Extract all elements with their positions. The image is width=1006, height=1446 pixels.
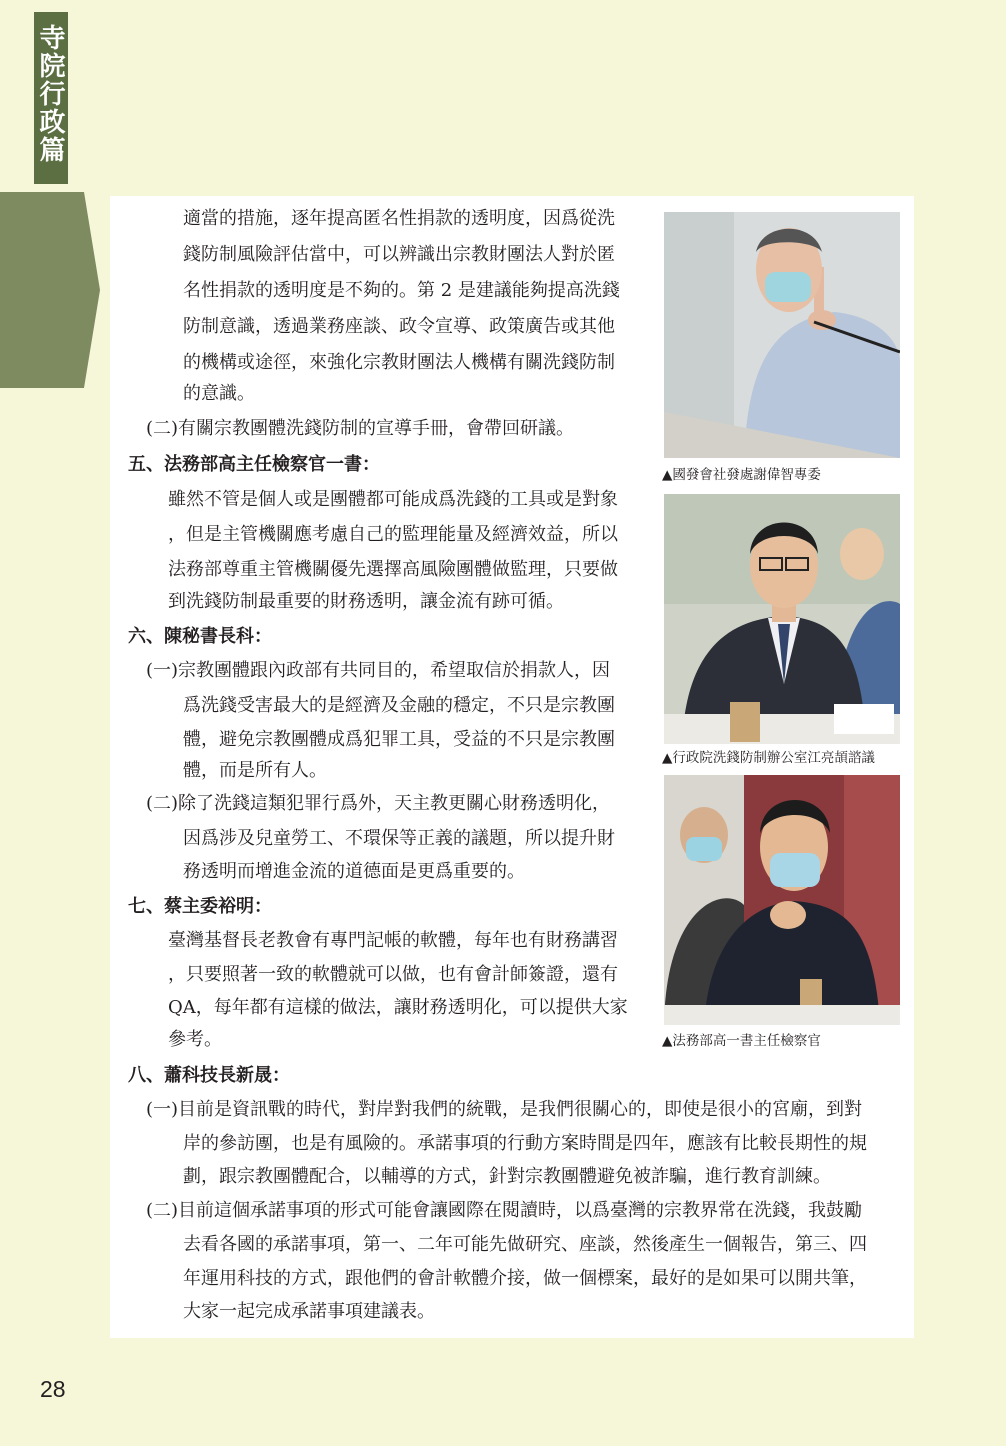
body-line: 到洗錢防制最重要的財務透明，讓金流有跡可循。: [168, 591, 564, 612]
body-line: ，只要照著一致的軟體就可以做，也有會計師簽證，還有: [168, 964, 618, 985]
photo-caption: ▲法務部高一書主任檢察官: [662, 1033, 821, 1049]
body-line: (二)目前這個承諾事項的形式可能會讓國際在閱讀時，以爲臺灣的宗教界常在洗錢，我鼓勵: [146, 1200, 863, 1221]
body-line: 年運用科技的方式，跟他們的會計軟體介接，做一個標案，最好的是如果可以開共筆，: [183, 1268, 867, 1289]
body-line: QA，每年都有這樣的做法，讓財務透明化，可以提供大家: [168, 997, 628, 1018]
body-line: (二)除了洗錢這類犯罪行爲外，天主教更關心財務透明化，: [146, 793, 611, 814]
section-tab-label: 寺院行政篇: [35, 24, 65, 164]
body-line: 岸的參訪團，也是有風險的。承諾事項的行動方案時間是四年，應該有比較長期性的規: [183, 1133, 867, 1154]
body-line: 因爲涉及兒童勞工、不環保等正義的議題，所以提升財: [183, 828, 615, 849]
body-line: 去看各國的承諾事項，第一、二年可能先做研究、座談，然後產生一個報告，第三、四: [183, 1234, 867, 1255]
body-line: (一)目前是資訊戰的時代，對岸對我們的統戰，是我們很關心的，即使是很小的宮廟，到對: [146, 1099, 863, 1120]
body-line: 防制意識，透過業務座談、政令宣導、政策廣告或其他: [183, 316, 615, 337]
body-line: 的機構或途徑，來強化宗教財團法人機構有關洗錢防制: [183, 352, 615, 373]
body-line: (二)有關宗教團體洗錢防制的宣導手冊，會帶回研議。: [146, 418, 575, 439]
body-line: 名性捐款的透明度是不夠的。第 2 是建議能夠提高洗錢: [183, 280, 620, 301]
photo-caption: ▲行政院洗錢防制辦公室江亮頡諮議: [662, 750, 875, 766]
body-line: 法務部尊重主管機關優先選擇高風險團體做監理，只要做: [168, 559, 618, 580]
body-line: 雖然不管是個人或是團體都可能成爲洗錢的工具或是對象: [168, 489, 618, 510]
section-tab: [0, 192, 100, 388]
body-line: 務透明而增進金流的道德面是更爲重要的。: [183, 861, 525, 882]
body-line: 體，而是所有人。: [183, 760, 327, 781]
photo-official-2: [664, 494, 900, 744]
body-line: 體，避免宗教團體成爲犯罪工具，受益的不只是宗教團: [183, 729, 615, 750]
body-line: 臺灣基督長老教會有專門記帳的軟體，每年也有財務講習: [168, 930, 618, 951]
body-line: 錢防制風險評估當中，可以辨識出宗教財團法人對於匿: [183, 244, 615, 265]
photo-official-1: [664, 212, 900, 458]
section-heading: 七、蔡主委裕明：: [128, 896, 272, 917]
body-line: (一)宗教團體跟內政部有共同目的，希望取信於捐款人，因: [146, 660, 611, 681]
body-line: 劃，跟宗教團體配合，以輔導的方式，針對宗教團體避免被詐騙，進行教育訓練。: [183, 1166, 831, 1187]
section-heading: 六、陳秘書長科：: [128, 626, 272, 647]
body-line: 的意識。: [183, 383, 255, 404]
photo-caption: ▲國發會社發處謝偉智專委: [662, 467, 821, 483]
section-heading: 八、蕭科技長新晟：: [128, 1065, 290, 1086]
section-heading: 五、法務部高主任檢察官一書：: [128, 454, 380, 475]
photo-official-3: [664, 775, 900, 1025]
body-line: 參考。: [168, 1029, 222, 1050]
body-line: 爲洗錢受害最大的是經濟及金融的穩定，不只是宗教團: [183, 695, 615, 716]
body-line: ，但是主管機關應考慮自己的監理能量及經濟效益，所以: [168, 524, 618, 545]
page-number: 28: [40, 1376, 66, 1402]
body-line: 適當的措施，逐年提高匿名性捐款的透明度，因爲從洗: [183, 208, 615, 229]
body-line: 大家一起完成承諾事項建議表。: [183, 1301, 435, 1322]
